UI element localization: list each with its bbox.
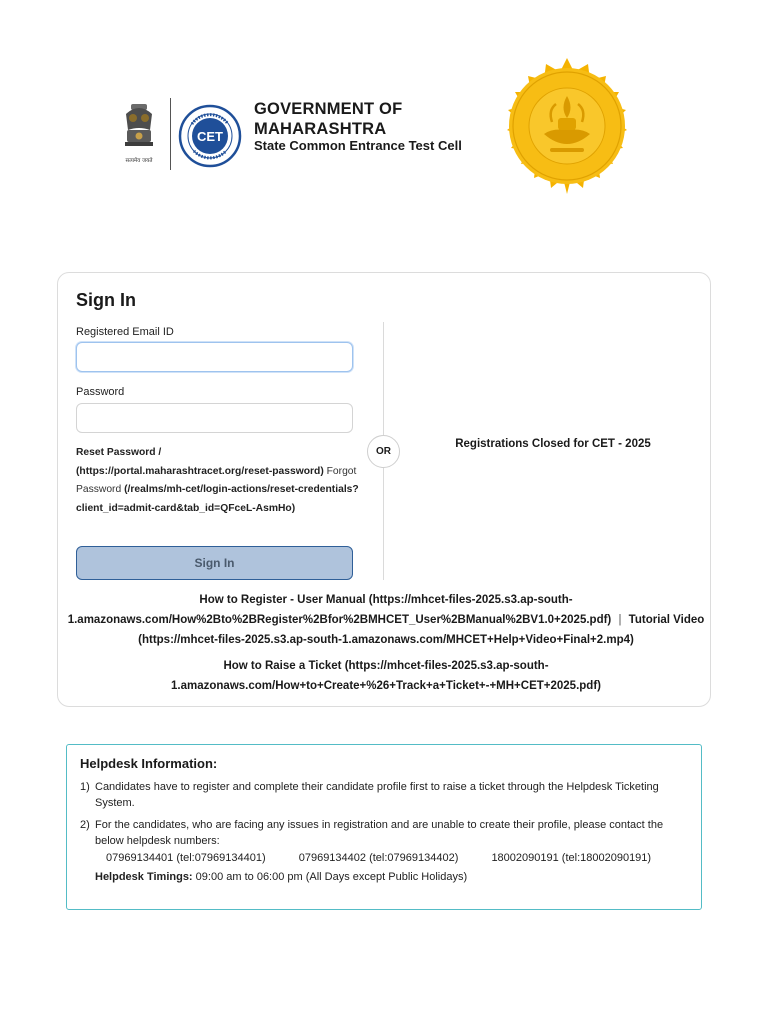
helpdesk-phone-2[interactable]: 07969134402 (tel:07969134402) [298,852,459,864]
forgot-password-url: (/realms/mh-cet/login-actions/reset-credentials?client_id=admit-card&tab_id=QFceL-AsmHo) [76,484,359,514]
cet-logo-icon [178,104,242,168]
email-label: Registered Email ID [76,326,174,338]
helpdesk-title: Helpdesk Information: [80,756,218,771]
helpdesk-phone-3[interactable]: 18002090191 (tel:18002090191) [491,852,652,864]
reset-password-url: (https://portal.maharashtracet.org/reset-password) [76,465,324,477]
header-divider [170,98,171,170]
or-label: OR [367,435,400,468]
tutorial-video-link[interactable]: Tutorial Video [628,614,705,626]
raise-ticket-url: (https://mhcet-files-2025.s3.ap-south-1.amazonaws.com/How+to+Create+%26+Track+a+Ticket+-+MH+CET+2025.pdf) [171,660,601,692]
user-manual-url: (https://mhcet-files-2025.s3.ap-south-1.amazonaws.com/How%2Bto%2BRegister%2Bfor%2BMHCET_User%2BManual%2BV1.0+2025.pdf) [67,594,612,626]
reset-links [76,444,361,518]
helpdesk-item-text: Candidates have to register and complete their candidate profile first to raise a ticket through the Helpdesk Ticketing System. [95,781,659,809]
helpdesk-item-number: 1) [80,781,90,793]
maharashtra-seal-icon [486,58,648,210]
link-separator: | [618,614,622,626]
helpdesk-timings-label: Helpdesk Timings: [95,871,193,883]
national-emblem-icon [118,100,160,170]
helpdesk-timings-value: 09:00 am to 06:00 pm (All Days except Public Holidays) [195,871,468,883]
cet-logo-text: CET [197,129,223,144]
signin-title: Sign In [76,290,136,310]
helpdesk-item-text: For the candidates, who are facing any issues in registration and are unable to create their profile, please contact the below helpdesk numbers: [95,819,664,847]
email-input[interactable] [76,342,353,372]
cell-subtitle: State Common Entrance Test Cell [254,138,462,153]
password-label: Password [76,386,125,398]
registrations-closed-message: Registrations Closed for CET - 2025 [455,438,651,450]
user-manual-link[interactable]: How to Register - User Manual [199,594,366,606]
reset-password-link[interactable]: Reset Password / [76,447,162,458]
password-input[interactable] [76,403,353,433]
helpdesk-item-number: 2) [80,819,90,831]
forgot-password-link[interactable]: Forgot Password [76,465,357,495]
signin-button[interactable]: Sign In [76,546,353,580]
government-title: GOVERNMENT OF MAHARASHTRA [254,100,403,138]
helpdesk-phone-list [106,852,681,864]
raise-ticket-link[interactable]: How to Raise a Ticket [223,660,342,672]
helpdesk-phone-1[interactable]: 07969134401 (tel:07969134401) [106,852,266,864]
emblem-caption: सत्यमेव जयते [125,158,153,164]
tutorial-video-url: (https://mhcet-files-2025.s3.ap-south-1.amazonaws.com/MHCET+Help+Video+Final+2.mp4) [138,634,634,646]
help-links [66,590,706,696]
helpdesk-timings [95,871,467,883]
